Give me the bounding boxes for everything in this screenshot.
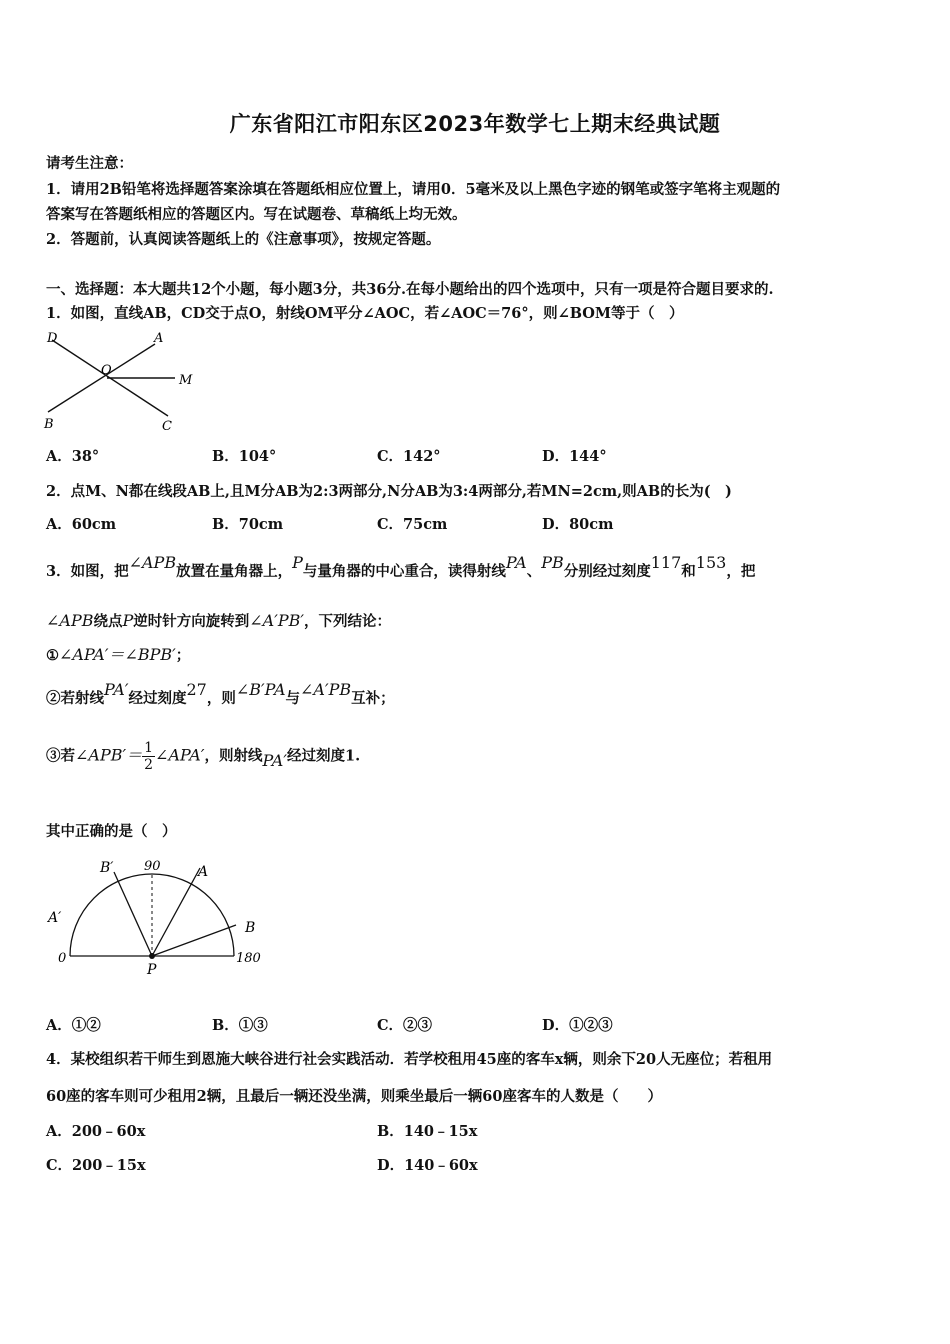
q4-option-b[interactable]: B．140﹣15x <box>377 1123 478 1140</box>
q1-stem: 1．如图，直线AB，CD交于点O，射线OM平分∠AOC，若∠AOC＝76°，则∠BOM等于（ ） <box>46 305 684 322</box>
q3-text: 分别经过刻度 <box>563 563 651 580</box>
ray-pa <box>152 868 200 956</box>
q3-math: ∠B′PA <box>235 680 286 699</box>
notice-line-1b: 答案写在答题纸相应的答题区内。写在试题卷、草稿纸上均无效。 <box>46 206 467 223</box>
q3-math: ∠APA′＝∠BPB′ <box>59 645 176 664</box>
fraction-denominator: 2 <box>144 757 154 773</box>
q2-option-a[interactable]: A．60cm <box>46 516 117 533</box>
ray-pb-prime <box>114 872 152 956</box>
q3-math: ∠A′PB <box>300 680 352 699</box>
q2-option-d[interactable]: D．80cm <box>542 516 614 533</box>
q4-stem-line2: 60座的客车则可少租用2辆，且最后一辆还没坐满，则乘坐最后一辆60座客车的人数是（ ） <box>46 1088 662 1105</box>
q3-conclusion-2 <box>46 680 395 708</box>
q1-option-d[interactable]: D．144° <box>542 448 607 465</box>
notice-line-2: 2．答题前，认真阅读答题纸上的《注意事项》，按规定答题。 <box>46 231 441 248</box>
q3-text: 3．如图，把 <box>46 563 129 580</box>
label-a-prime: A′ <box>48 910 62 926</box>
q3-math: PA′ <box>262 750 287 770</box>
label-b: B <box>245 920 256 936</box>
q3-math: PB <box>541 553 564 572</box>
q3-text: ① <box>46 647 59 664</box>
q3-text: ，则射线 <box>204 747 263 765</box>
q3-math: P <box>292 553 303 572</box>
q3-text: 绕点 <box>93 613 123 630</box>
q3-math: ∠APB <box>128 553 177 572</box>
q3-text: ，则 <box>206 690 236 707</box>
q3-text: ，下列结论： <box>304 613 391 630</box>
label-o: O <box>101 363 112 378</box>
q3-option-d[interactable]: D．①②③ <box>542 1017 613 1034</box>
q3-math: PA <box>505 553 527 572</box>
q3-which-correct: 其中正确的是（ ） <box>46 823 177 840</box>
q1-option-c[interactable]: C．142° <box>377 448 441 465</box>
q3-math: P <box>122 611 134 630</box>
q3-math: ∠APB <box>46 611 94 630</box>
q3-text: ； <box>175 647 191 664</box>
q3-text: ，把 <box>726 563 756 580</box>
q3-text: 放置在量角器上， <box>176 563 293 580</box>
q3-text: 经过刻度1. <box>286 747 361 765</box>
protractor-figure <box>40 850 280 980</box>
label-c: C <box>162 419 172 434</box>
center-point-p <box>149 953 155 959</box>
notice-heading: 请考生注意： <box>46 155 133 172</box>
label-b-prime: B′ <box>100 860 114 876</box>
q3-option-b[interactable]: B．①③ <box>212 1017 268 1034</box>
q3-stem-line1 <box>46 553 756 581</box>
fraction-numerator: 1 <box>144 740 154 756</box>
q3-math: ∠APA′ <box>155 745 205 765</box>
q3-math: ∠A′PB′ <box>249 611 304 630</box>
label-a: A <box>198 864 209 880</box>
fraction-one-half <box>142 740 155 773</box>
q4-option-a[interactable]: A．200﹣60x <box>46 1123 146 1140</box>
q1-option-a[interactable]: A．38° <box>46 448 100 465</box>
q3-text: ③若 <box>46 747 75 765</box>
q3-text: 、 <box>526 563 542 580</box>
q3-text: 与量角器的中心重合，读得射线 <box>302 563 506 580</box>
label-90: 90 <box>144 859 161 874</box>
label-180: 180 <box>236 951 261 966</box>
q3-text: 与 <box>285 690 300 707</box>
q3-number: 153 <box>695 553 727 572</box>
label-0: 0 <box>58 951 67 966</box>
q4-option-d[interactable]: D．140﹣60x <box>377 1157 478 1174</box>
q3-text: 互补； <box>351 690 395 707</box>
q3-conclusion-3 <box>46 740 360 773</box>
q3-text: 逆时针方向旋转到 <box>133 613 250 630</box>
ray-pb <box>152 925 236 956</box>
q3-math: ∠APB′＝ <box>75 745 143 765</box>
q1-option-b[interactable]: B．104° <box>212 448 277 465</box>
q4-option-c[interactable]: C．200﹣15x <box>46 1157 146 1174</box>
q2-option-c[interactable]: C．75cm <box>377 516 448 533</box>
notice-line-1a: 1．请用2B铅笔将选择题答案涂填在答题纸相应位置上，请用0．5毫米及以上黑色字迹的钢笔或签字笔将主观题的 <box>46 181 781 198</box>
q3-text: 经过刻度 <box>128 690 187 707</box>
section-heading: 一、选择题：本大题共12个小题，每小题3分，共36分.在每小题给出的四个选项中，只有一项是符合题目要求的. <box>46 281 774 298</box>
q3-number: 27 <box>186 680 207 699</box>
label-p: P <box>147 962 157 978</box>
q2-stem: 2．点M、N都在线段AB上,且M分AB为2:3两部分,N分AB为3:4两部分,若MN=2cm,则AB的长为( ) <box>46 483 732 500</box>
q3-text: ②若射线 <box>46 690 104 707</box>
q4-stem-line1: 4．某校组织若干师生到恩施大峡谷进行社会实践活动．若学校租用45座的客车x辆，则余下20人无座位；若租用 <box>46 1051 773 1068</box>
q3-number: 117 <box>650 553 682 572</box>
label-d: D <box>47 331 58 346</box>
q3-conclusion-1 <box>46 642 190 665</box>
page-title: 广东省阳江市阳东区2023年数学七上期末经典试题 <box>229 112 721 136</box>
q2-option-b[interactable]: B．70cm <box>212 516 284 533</box>
label-b: B <box>44 417 54 432</box>
q1-figure <box>40 328 210 436</box>
q3-option-c[interactable]: C．②③ <box>377 1017 433 1034</box>
label-a: A <box>154 331 164 346</box>
q3-option-a[interactable]: A．①② <box>46 1017 101 1034</box>
q3-text: 和 <box>681 563 696 580</box>
label-m: M <box>179 373 193 388</box>
q3-math: PA′ <box>104 680 129 699</box>
q3-stem-line2 <box>46 610 391 631</box>
